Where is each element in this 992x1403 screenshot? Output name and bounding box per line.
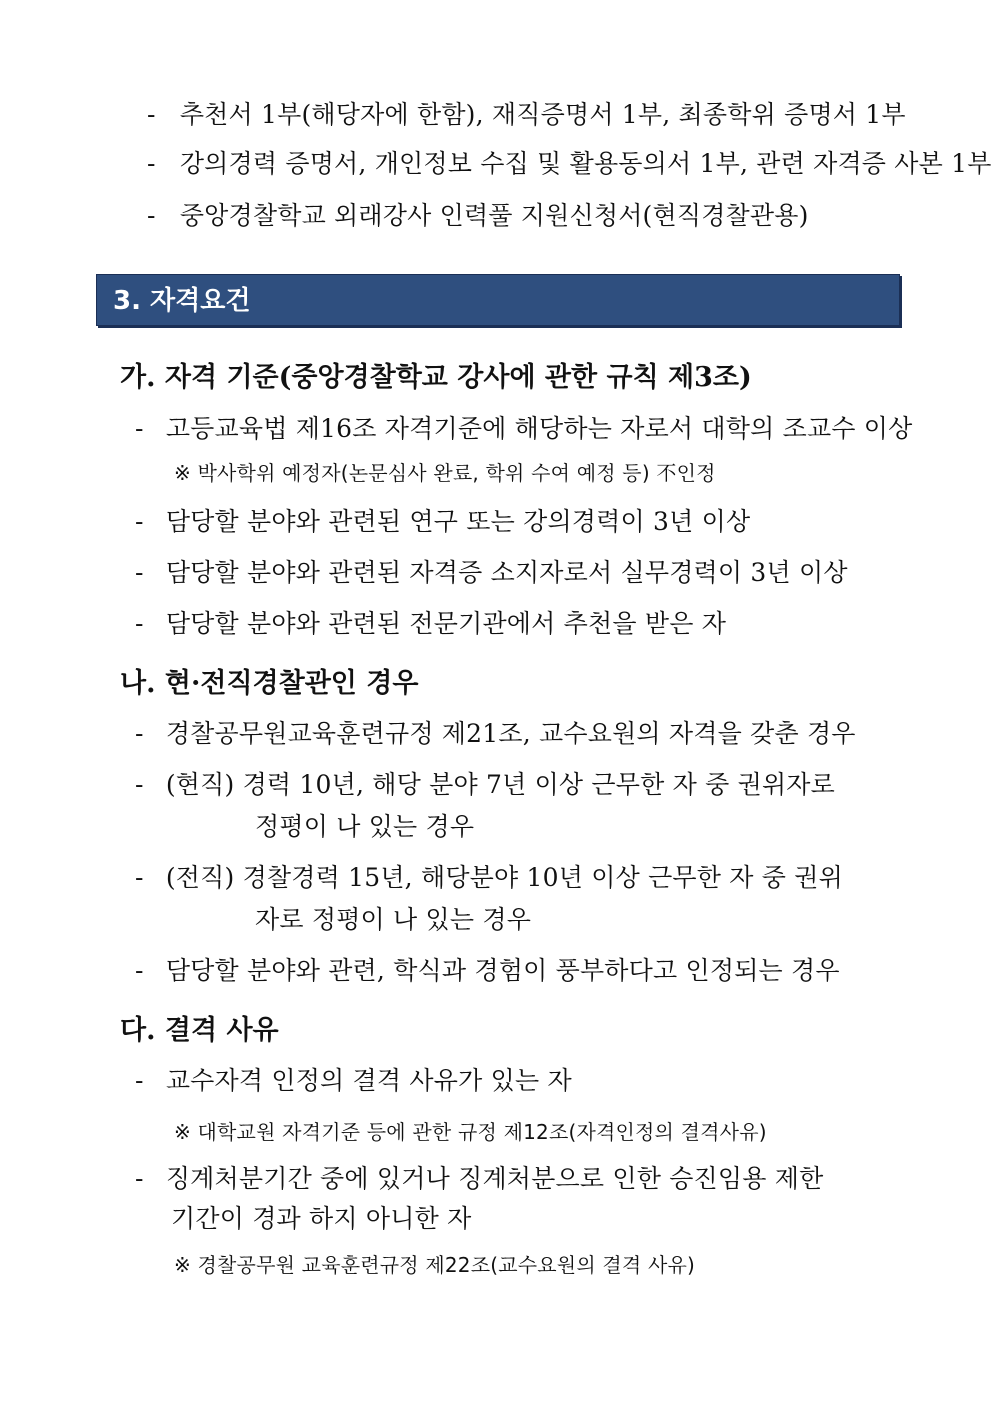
criteria-text: 담당할 분야와 관련된 연구 또는 강의경력이 3년 이상	[165, 507, 751, 536]
list-text: 추천서 1부(해당자에 한함), 재직증명서 1부, 최종학위 증명서 1부	[179, 100, 906, 129]
dash: -	[135, 770, 144, 799]
police-item-continuation: 자로 정평이 나 있는 경우	[255, 905, 532, 934]
dash: -	[147, 201, 156, 230]
subsection-heading-a: 가. 자격 기준(중앙경찰학교 강사에 관한 규칙 제3조)	[120, 362, 752, 393]
section-header-bar	[96, 274, 900, 326]
police-text: 경찰공무원교육훈련규정 제21조, 교수요원의 자격을 갖춘 경우	[165, 719, 856, 748]
section-title: 3. 자격요건	[113, 286, 251, 316]
dash: -	[135, 956, 144, 985]
police-item-continuation: 정평이 나 있는 경우	[255, 812, 475, 841]
disqualification-item	[135, 1065, 572, 1097]
dash: -	[135, 558, 144, 587]
top-list-item	[147, 200, 809, 232]
police-item	[135, 862, 843, 894]
criteria-item	[135, 557, 848, 589]
disqualification-note: ※ 경찰공무원 교육훈련규정 제22조(교수요원의 결격 사유)	[174, 1253, 696, 1277]
police-text: (현직) 경력 10년, 해당 분야 7년 이상 근무한 자 중 권위자로	[165, 770, 836, 799]
dash: -	[135, 1164, 144, 1193]
police-text: (전직) 경찰경력 15년, 해당분야 10년 이상 근무한 자 중 권위	[165, 863, 843, 892]
criteria-text: 고등교육법 제16조 자격기준에 해당하는 자로서 대학의 조교수 이상	[165, 414, 913, 443]
top-list-item	[147, 99, 906, 131]
criteria-item	[135, 506, 750, 538]
dash: -	[135, 414, 144, 443]
dash: -	[135, 507, 144, 536]
dash: -	[147, 149, 156, 178]
disqualification-item-continuation: 기간이 경과 하지 아니한 자	[171, 1204, 472, 1233]
disqualification-text: 징계처분기간 중에 있거나 징계처분으로 인한 승진임용 제한	[165, 1164, 824, 1193]
dash: -	[135, 719, 144, 748]
dash: -	[135, 1066, 144, 1095]
top-list-item	[147, 148, 992, 180]
disqualification-text: 교수자격 인정의 결격 사유가 있는 자	[165, 1066, 572, 1095]
dash: -	[147, 100, 156, 129]
criteria-item	[135, 608, 726, 640]
police-item	[135, 718, 856, 750]
subsection-heading-c: 다. 결격 사유	[120, 1015, 279, 1046]
list-text: 강의경력 증명서, 개인정보 수집 및 활용동의서 1부, 관련 자격증 사본 1부	[179, 149, 992, 178]
disqualification-note: ※ 대학교원 자격기준 등에 관한 규정 제12조(자격인정의 결격사유)	[174, 1120, 767, 1144]
criteria-text: 담당할 분야와 관련된 전문기관에서 추천을 받은 자	[165, 609, 727, 638]
dash: -	[135, 609, 144, 638]
criteria-text: 담당할 분야와 관련된 자격증 소지자로서 실무경력이 3년 이상	[165, 558, 848, 587]
criteria-item	[135, 413, 913, 445]
subsection-heading-b: 나. 현·전직경찰관인 경우	[120, 668, 419, 699]
criteria-note: ※ 박사학위 예정자(논문심사 완료, 학위 수여 예정 등) 不인정	[174, 461, 716, 485]
disqualification-item	[135, 1163, 823, 1195]
police-item	[135, 955, 840, 987]
police-item	[135, 769, 835, 801]
list-text: 중앙경찰학교 외래강사 인력풀 지원신청서(현직경찰관용)	[179, 201, 809, 230]
dash: -	[135, 863, 144, 892]
police-text: 담당할 분야와 관련, 학식과 경험이 풍부하다고 인정되는 경우	[165, 956, 840, 985]
